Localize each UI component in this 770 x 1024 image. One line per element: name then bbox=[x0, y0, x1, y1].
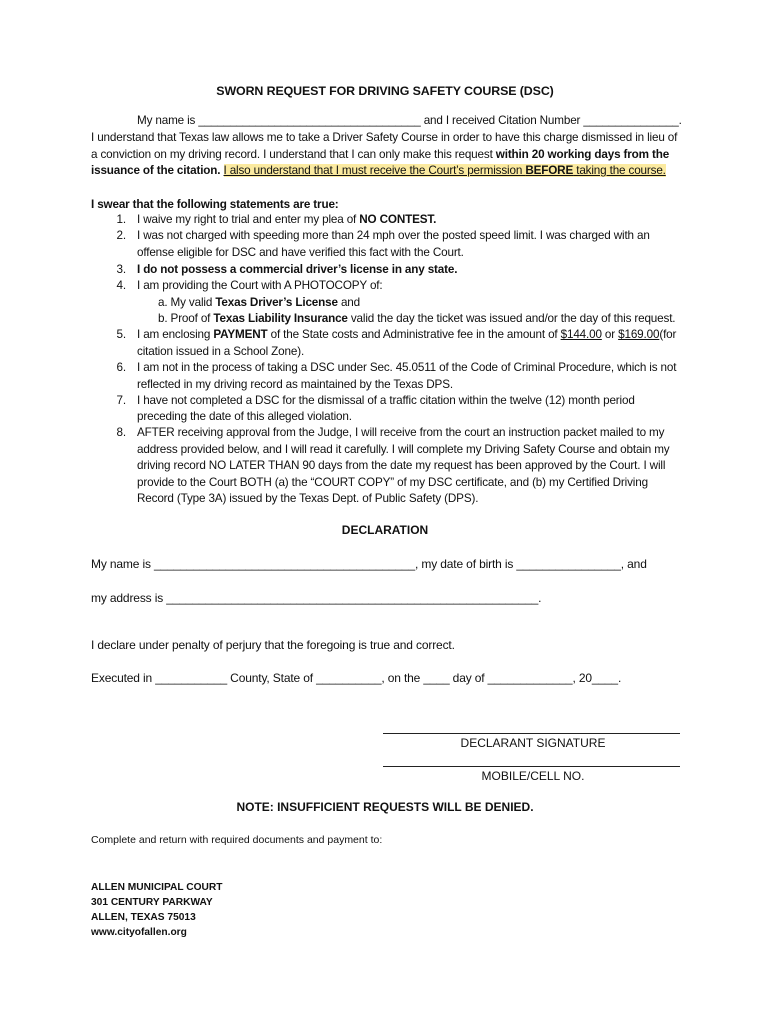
item-text: citation issued in a School Zone). bbox=[137, 345, 305, 358]
court-city: ALLEN, TEXAS 75013 bbox=[91, 912, 196, 923]
court-street: 301 CENTURY PARKWAY bbox=[91, 897, 213, 908]
item-text: offense eligible for DSC and have verified this fact with the Court. bbox=[137, 246, 464, 259]
intro-highlight bbox=[224, 164, 666, 177]
item-text: address provided below, and I will read it carefully. I will complete my Driving Safety Course and obtain my bbox=[137, 443, 670, 456]
declaration-name-line: My name is ________________________________________, my date of birth is ________________, and bbox=[91, 557, 647, 571]
list-item-4a bbox=[158, 295, 360, 312]
intro-before: BEFORE bbox=[525, 164, 574, 177]
intro-highlight-text: I also understand that I must receive the Court’s permission bbox=[223, 164, 526, 177]
intro-line-2: I understand that Texas law allows me to take a Driver Safety Course in order to have this charge dismissed in lieu of bbox=[91, 131, 678, 144]
declaration-address-line: my address is _________________________________________________________. bbox=[91, 591, 542, 605]
item-number: 3. bbox=[116, 263, 126, 276]
drivers-license: Texas Driver’s License bbox=[215, 296, 338, 309]
item-4a-text: a. My valid bbox=[158, 296, 216, 309]
item-4b-text: b. Proof of bbox=[158, 312, 214, 325]
item-4b-end: valid the day the ticket was issued and/or the day of this request. bbox=[347, 312, 676, 325]
intro-line-3-text: a conviction on my driving record. I understand that I can only make this request bbox=[91, 148, 496, 161]
executed-line: Executed in ___________ County, State of __________, on the ____ day of _____________, 20____. bbox=[91, 671, 622, 685]
item-5-text: I am enclosing bbox=[137, 328, 214, 341]
court-website: www.cityofallen.org bbox=[91, 927, 187, 938]
payment: PAYMENT bbox=[213, 328, 268, 341]
item-text: I was not charged with speeding more than 24 mph over the posted speed limit. I was charged with an bbox=[137, 229, 650, 242]
intro-line-3 bbox=[91, 147, 687, 164]
liability-insurance: Texas Liability Insurance bbox=[213, 312, 348, 325]
item-number: 5. bbox=[116, 328, 126, 341]
item-text: driving record NO LATER THAN 90 days from the date my request has been approved by the Court. I will bbox=[137, 459, 666, 472]
item-number: 4. bbox=[116, 279, 126, 292]
item-number: 8. bbox=[116, 426, 126, 439]
item-number: 1. bbox=[116, 213, 126, 226]
intro-name-line: My name is ___________________________________ and I received Citation Number _______________. bbox=[137, 114, 682, 127]
intro-line-4 bbox=[91, 163, 687, 180]
item-text: Record (Type 3A) issued by the Texas Dept. of Public Safety (DPS). bbox=[137, 492, 479, 505]
return-instructions: Complete and return with required documents and payment to: bbox=[91, 834, 383, 846]
item-5-or: or bbox=[601, 328, 619, 341]
list-item-4b bbox=[158, 311, 675, 328]
item-text: AFTER receiving approval from the Judge, I will receive from the court an instruction packet mailed to my bbox=[137, 426, 665, 439]
item-text: I am not in the process of taking a DSC under Sec. 45.0511 of the Code of Criminal Procedure, which is not bbox=[137, 361, 677, 374]
item-1-text: I waive my right to trial and enter my plea of bbox=[137, 213, 360, 226]
item-number: 6. bbox=[116, 361, 126, 374]
amount-144: $144.00 bbox=[560, 328, 602, 341]
mobile-label: MOBILE/CELL NO. bbox=[481, 769, 585, 783]
intro-highlight-end: taking the course. bbox=[573, 164, 666, 177]
swear-heading: I swear that the following statements are true: bbox=[91, 198, 339, 211]
item-text: preceding the date of this alleged violation. bbox=[137, 410, 352, 423]
note-insufficient: NOTE: INSUFFICIENT REQUESTS WILL BE DENIED. bbox=[236, 800, 534, 814]
court-name: ALLEN MUNICIPAL COURT bbox=[91, 882, 223, 893]
declaration-heading: DECLARATION bbox=[341, 523, 429, 537]
item-text: I have not completed a DSC for the dismissal of a traffic citation within the twelve (12) month period bbox=[137, 394, 635, 407]
no-contest: NO CONTEST. bbox=[359, 213, 437, 226]
item-text bbox=[137, 327, 676, 344]
item-text: provide to the Court BOTH (a) the “COURT COPY” of my DSC certificate, and (b) my Certified Driving bbox=[137, 476, 648, 489]
item-number: 2. bbox=[116, 229, 126, 242]
amount-169: $169.00 bbox=[618, 328, 660, 341]
item-number: 7. bbox=[116, 394, 126, 407]
item-5-mid: of the State costs and Administrative fee in the amount of bbox=[267, 328, 561, 341]
signature-line bbox=[383, 733, 680, 734]
item-text: reflected in my driving record as maintained by the Texas DPS. bbox=[137, 378, 453, 391]
item-text bbox=[137, 212, 436, 229]
item-4a-end: and bbox=[337, 296, 360, 309]
signature-label: DECLARANT SIGNATURE bbox=[460, 736, 606, 750]
item-text: I am providing the Court with A PHOTOCOPY of: bbox=[137, 279, 383, 292]
intro-issuance: issuance of the citation. bbox=[91, 164, 221, 177]
intro-deadline: within 20 working days from the bbox=[495, 148, 670, 161]
perjury-statement: I declare under penalty of perjury that the foregoing is true and correct. bbox=[91, 638, 455, 652]
document-title: SWORN REQUEST FOR DRIVING SAFETY COURSE (DSC) bbox=[216, 84, 554, 98]
item-5-for: (for bbox=[659, 328, 677, 341]
item-text: I do not possess a commercial driver’s license in any state. bbox=[137, 263, 458, 276]
mobile-line bbox=[383, 766, 680, 767]
